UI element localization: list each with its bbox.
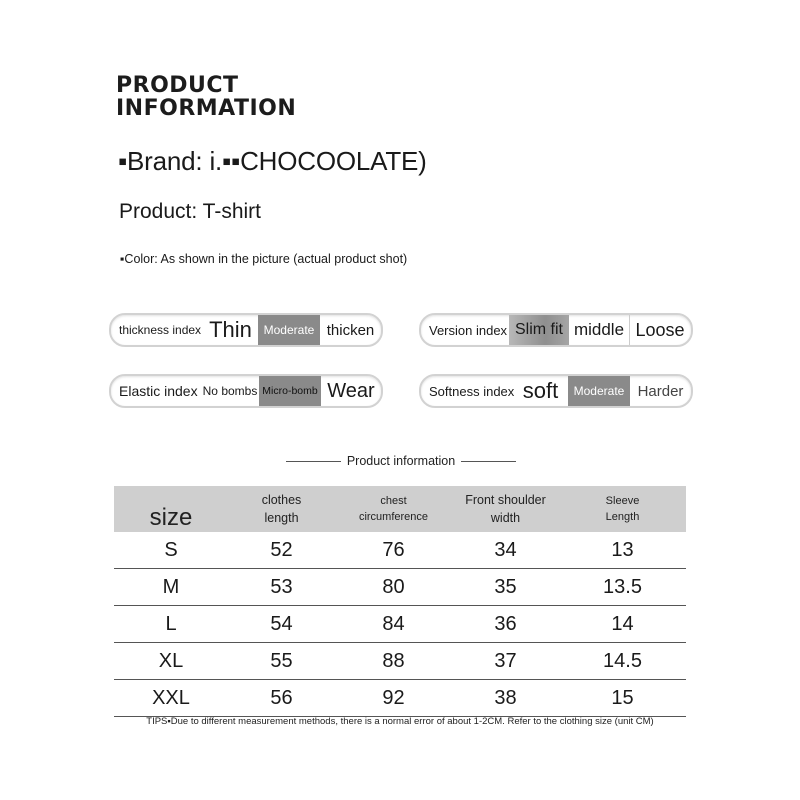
header-sleeve-length-text: Sleeve Length [605, 495, 640, 523]
cell-clothes-length: 54 [228, 606, 335, 643]
thickness-index-scale [109, 313, 383, 347]
cell-sleeve: 15 [559, 680, 686, 717]
version-index-label: Version index [429, 322, 508, 338]
cell-sleeve: 13 [559, 532, 686, 569]
cell-shoulder: 37 [452, 643, 559, 680]
version-index-scale [419, 313, 693, 347]
title-line-1: PRODUCT [116, 73, 239, 98]
cell-clothes-length: 52 [228, 532, 335, 569]
header-chest-circumference-text: chest circumference [358, 495, 429, 523]
cell-chest: 92 [335, 680, 452, 717]
cell-chest: 76 [335, 532, 452, 569]
cell-sleeve: 14 [559, 606, 686, 643]
cell-clothes-length: 55 [228, 643, 335, 680]
heading-divider-left [286, 461, 341, 462]
header-front-shoulder-width [452, 486, 559, 532]
color-text: ▪Color: As shown in the picture (actual product shot) [120, 252, 408, 266]
table-row [114, 643, 686, 680]
softness-index-scale [419, 374, 693, 408]
header-front-shoulder-width-text: Front shoulder width [465, 493, 546, 525]
version-option-middle: middle [569, 315, 630, 345]
table-row [114, 532, 686, 569]
header-chest-circumference [335, 486, 452, 532]
elastic-option-wear: Wear [327, 379, 375, 402]
softness-index-label: Softness index [429, 383, 515, 399]
brand-text: ▪Brand: i.▪▪CHOCOOLATE) [118, 146, 427, 176]
cell-sleeve: 14.5 [559, 643, 686, 680]
elastic-option-no-bombs: No bombs [202, 384, 258, 398]
cell-clothes-length: 56 [228, 680, 335, 717]
version-option-slim-fit: Slim fit [509, 315, 569, 345]
cell-size: L [114, 606, 228, 643]
thickness-index-label: thickness index [119, 323, 202, 337]
softness-option-harder: Harder [637, 382, 684, 400]
cell-size: XL [114, 643, 228, 680]
table-row [114, 680, 686, 717]
cell-sleeve: 13.5 [559, 569, 686, 606]
elastic-option-micro-bomb: Micro-bomb [259, 376, 321, 406]
cell-shoulder: 38 [452, 680, 559, 717]
cell-chest: 88 [335, 643, 452, 680]
size-table-header-row [114, 486, 686, 532]
size-table-heading [286, 452, 516, 470]
elastic-index-label: Elastic index [119, 383, 198, 399]
tips-note: TIPS▪Due to different measurement methods, there is a normal error of about 1-2CM. Refer to the clothing size (unit CM) [146, 716, 654, 727]
header-clothes-length-text: clothes length [261, 493, 302, 525]
cell-size: S [114, 532, 228, 569]
page-title [116, 74, 296, 120]
table-row [114, 606, 686, 643]
cell-chest: 80 [335, 569, 452, 606]
softness-option-moderate: Moderate [568, 376, 630, 406]
header-sleeve-length [559, 486, 686, 532]
title-line-2: INFORMATION [116, 96, 297, 121]
cell-shoulder: 35 [452, 569, 559, 606]
size-table [114, 486, 686, 717]
elastic-index-scale [109, 374, 383, 408]
thickness-option-moderate: Moderate [258, 315, 320, 345]
heading-divider-right [461, 461, 516, 462]
cell-chest: 84 [335, 606, 452, 643]
thickness-option-thin: Thin [209, 317, 252, 342]
cell-size: XXL [114, 680, 228, 717]
size-table-title: Product information [346, 454, 456, 468]
version-option-loose: Loose [635, 319, 685, 340]
cell-shoulder: 34 [452, 532, 559, 569]
product-text: Product: T-shirt [119, 200, 261, 223]
cell-shoulder: 36 [452, 606, 559, 643]
softness-option-soft: soft [522, 378, 559, 403]
cell-size: M [114, 569, 228, 606]
table-row [114, 569, 686, 606]
thickness-option-thicken: thicken [326, 321, 375, 339]
header-size: size [114, 486, 228, 532]
header-clothes-length [228, 486, 335, 532]
cell-clothes-length: 53 [228, 569, 335, 606]
